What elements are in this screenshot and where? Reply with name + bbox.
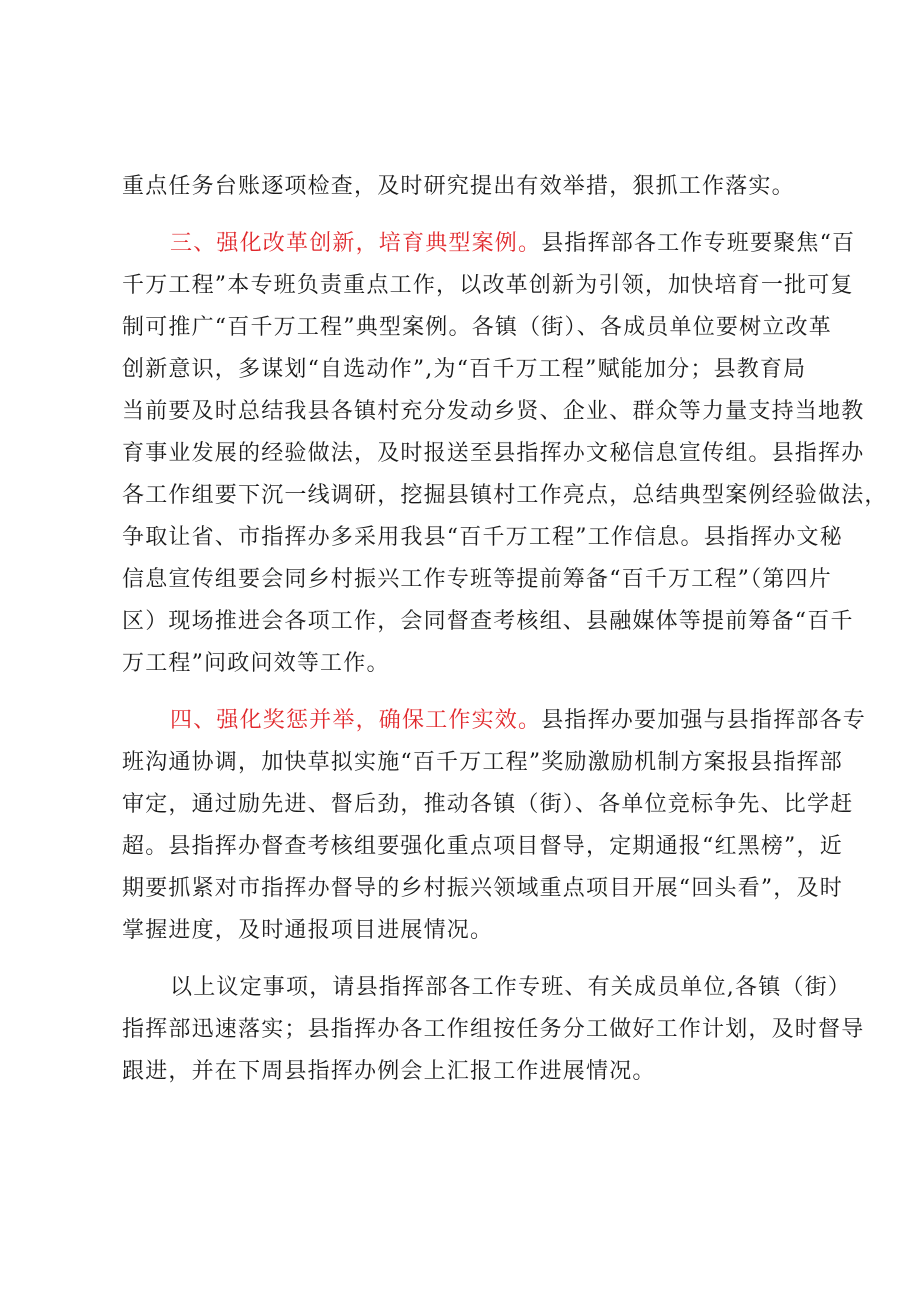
text-line: 期要抓紧对市指挥办督导的乡村振兴领域重点项目开展“回头看”，及时	[122, 876, 843, 901]
text-line: 区）现场推进会各项工作，会同督查考核组、县融媒体等提前筹备“百千	[122, 609, 854, 634]
text-line: 争取让省、市指挥办多采用我县“百千万工程”工作信息。县指挥办文秘	[122, 525, 843, 550]
text-line-first	[122, 700, 867, 742]
paragraph-closing	[122, 967, 865, 1093]
text-line: 育事业发展的经验做法，及时报送至县指挥办文秘信息宣传组。县指挥办	[122, 441, 865, 466]
section-three-lead: 县指挥部各工作专班要聚焦“百	[541, 231, 856, 256]
document-body	[122, 166, 888, 1093]
text-line: 指挥部迅速落实；县指挥办各工作组按任务分工做好工作计划，及时督导	[122, 1017, 865, 1042]
text-line: 班沟通协调，加快草拟实施“百千万工程”奖励激励机制方案报县指挥部	[122, 750, 843, 775]
text-line: 审定，通过励先进、督后劲，推动各镇（街）、各单位竞标争先、比学赶	[122, 792, 854, 817]
paragraph-continuation	[122, 166, 812, 208]
paragraph-section-three	[122, 223, 888, 685]
text-line: 创新意识，多谋划“自选动作”,为“百千万工程”赋能加分；县教育局	[122, 357, 807, 382]
text-line: 跟进，并在下周县指挥办例会上汇报工作进展情况。	[122, 1059, 656, 1084]
text-line: 重点任务台账逐项检查，及时研究提出有效举措，狠抓工作落实。	[122, 174, 795, 199]
paragraph-section-four	[122, 700, 867, 952]
text-line: 当前要及时总结我县各镇村充分发动乡贤、企业、群众等力量支持当地教	[122, 399, 865, 424]
section-four-lead: 县指挥办要加强与县指挥部各专	[541, 708, 867, 733]
text-line: 信息宣传组要会同乡村振兴工作专班等提前筹备“百千万工程”（第四片	[122, 567, 832, 592]
text-line: 超。县指挥办督查考核组要强化重点项目督导，定期通报“红黑榜”，近	[122, 834, 843, 859]
section-heading-four: 四、强化奖惩并举，确保工作实效。	[170, 708, 542, 733]
text-line: 掌握进度，及时通报项目进展情况。	[122, 918, 494, 943]
text-line: 万工程”问政问效等工作。	[122, 651, 390, 676]
text-line: 千万工程”本专班负责重点工作，以改革创新为引领，加快培育一批可复	[122, 273, 854, 298]
text-line: 各工作组要下沉一线调研，挖掘县镇村工作亮点，总结典型案例经验做法，	[122, 483, 888, 508]
section-heading-three: 三、强化改革创新，培育典型案例。	[170, 231, 542, 256]
text-line: 制可推广“百千万工程”典型案例。各镇（街）、各成员单位要树立改革	[122, 315, 832, 340]
text-line-first: 以上议定事项，请县指挥部各工作专班、有关成员单位,各镇（街）	[170, 975, 851, 1000]
text-line-first	[122, 223, 856, 265]
